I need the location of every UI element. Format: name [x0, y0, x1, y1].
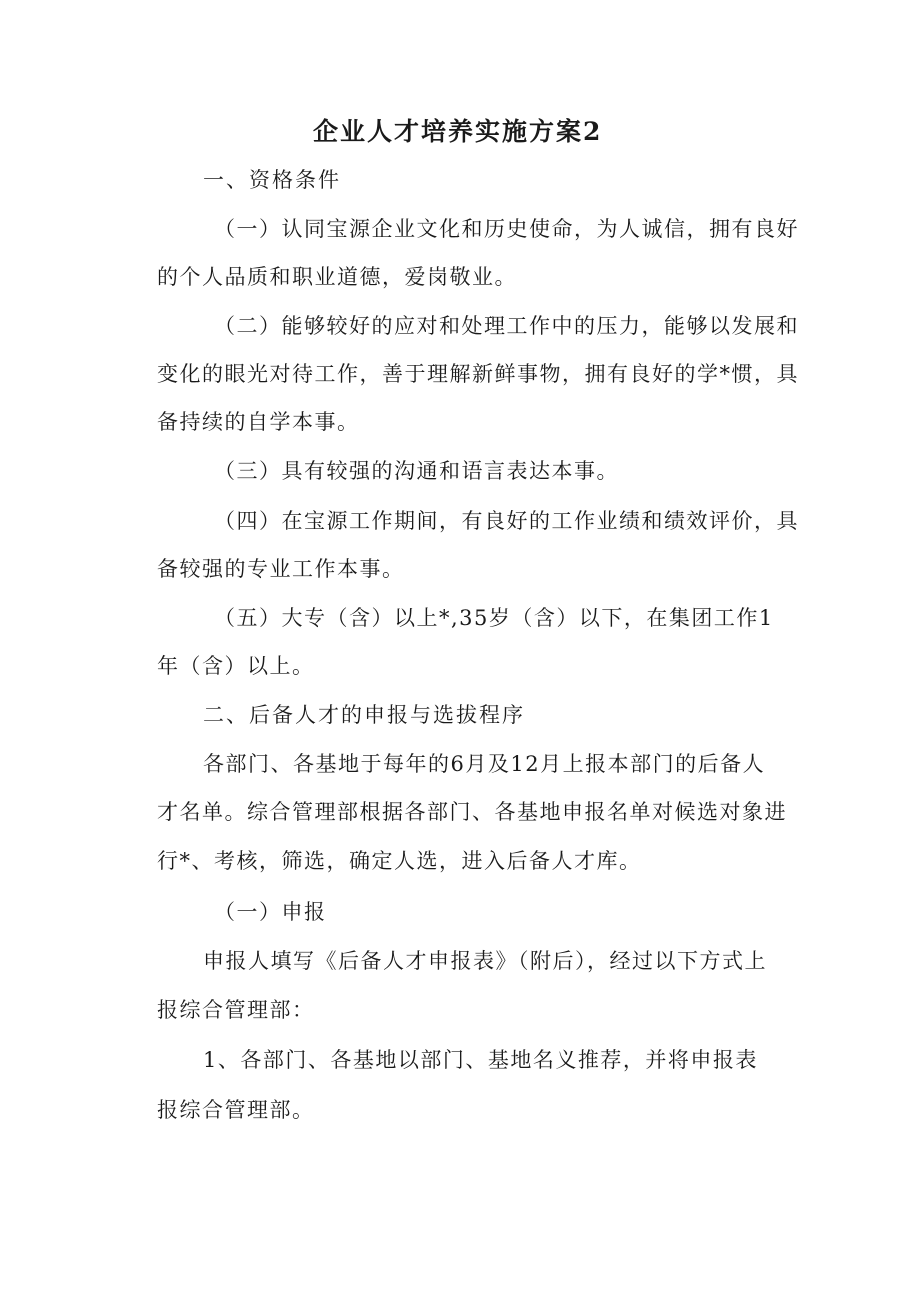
- paragraph-line: （五）大专（含）以上*,35岁（含）以下，在集团工作1: [214, 606, 774, 630]
- paragraph-line: （一）认同宝源企业文化和历史使命，为人诚信，拥有良好: [214, 217, 799, 241]
- paragraph-line: 备较强的专业工作本事。: [157, 557, 405, 581]
- subsection-heading: （一）申报: [214, 900, 327, 924]
- paragraph-line: 备持续的自学本事。: [157, 410, 360, 434]
- paragraph-line: （三）具有较强的沟通和语言表达本事。: [214, 459, 619, 483]
- paragraph-line: 申报人填写《后备人才申报表》（附后），经过以下方式上: [203, 949, 767, 973]
- paragraph-line: 年（含）以上。: [157, 654, 315, 678]
- paragraph-line: 报综合管理部。: [157, 1098, 315, 1122]
- paragraph-line: 变化的眼光对待工作，善于理解新鲜事物，拥有良好的学*惯，具: [157, 362, 799, 386]
- paragraph-line: 才名单。综合管理部根据各部门、各基地申报名单对候选对象进: [157, 800, 787, 824]
- document-title: 企业人才培养实施方案2: [313, 117, 603, 146]
- paragraph-line: （四）在宝源工作期间，有良好的工作业绩和绩效评价，具: [214, 509, 799, 533]
- section-heading-2: 二、后备人才的申报与选拔程序: [203, 703, 525, 727]
- paragraph-line: 的个人品质和职业道德，爱岗敬业。: [157, 265, 517, 289]
- paragraph-line: 行*、考核，筛选，确定人选，进入后备人才库。: [157, 849, 642, 873]
- paragraph-line: 报综合管理部：: [157, 998, 315, 1022]
- paragraph-line: 1、各部门、各基地以部门、基地名义推荐，并将申报表: [203, 1048, 758, 1072]
- section-heading-1: 一、资格条件: [203, 168, 341, 192]
- paragraph-line: 各部门、各基地于每年的6月及12月上报本部门的后备人: [203, 752, 766, 776]
- paragraph-line: （二）能够较好的应对和处理工作中的压力，能够以发展和: [214, 314, 799, 338]
